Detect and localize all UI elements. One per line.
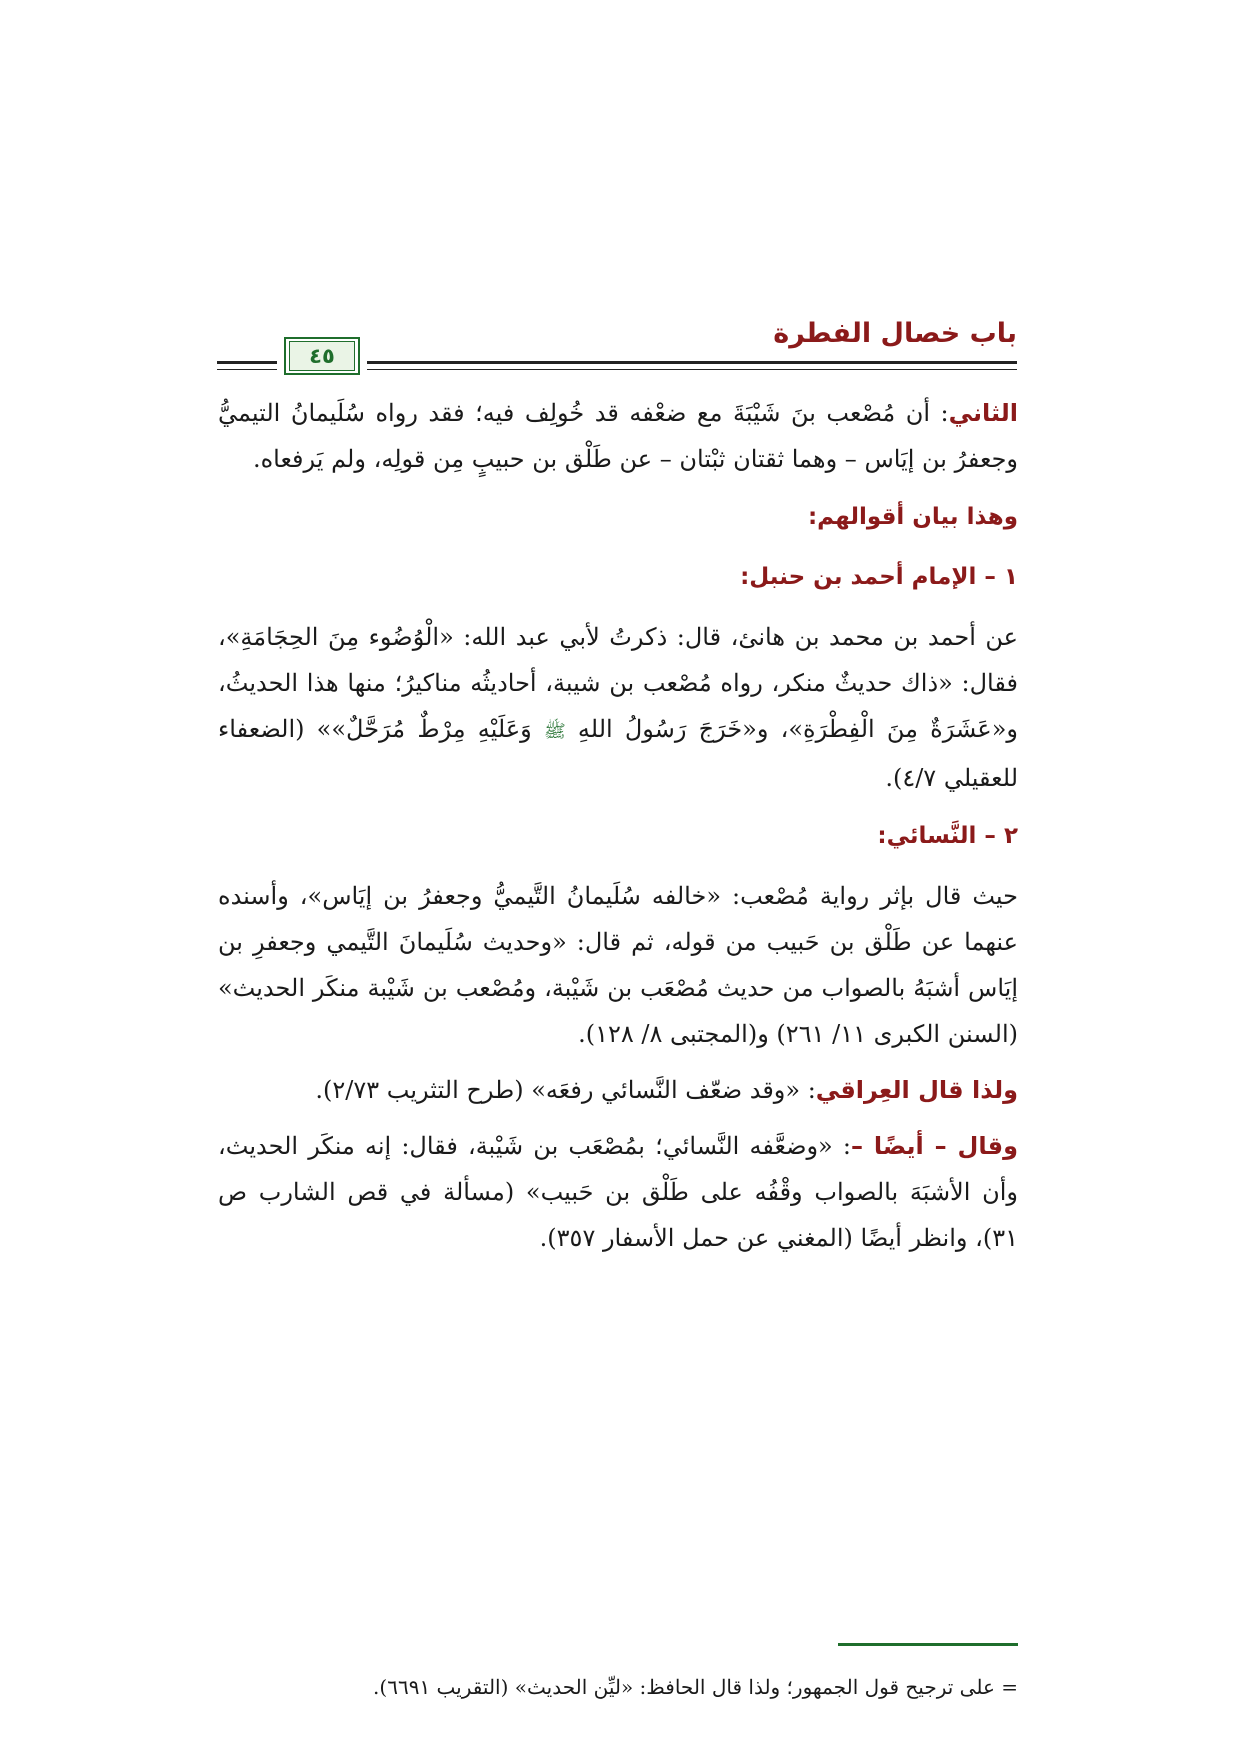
section-heading: ٢ – النَّسائي:: [877, 823, 1018, 849]
paragraph-lead: ولذا قال العِراقي: [815, 1076, 1018, 1104]
paragraph-text: وَعَلَيْهِ مِرْطٌ مُرَحَّلٌ»» (الضعفاء للعقيلي ٤/٧).: [218, 715, 1018, 792]
header-rule-left: [217, 361, 277, 370]
footnote-separator: [838, 1643, 1018, 1646]
paragraph: [218, 390, 1018, 482]
paragraph: [218, 614, 1018, 801]
page-header: [217, 318, 1017, 374]
paragraph-text: : أن مُصْعب بنَ شَيْبَةَ مع ضعْفه قد خُولِف فيه؛ فقد رواه سُلَيمانُ التيميُّ وجعفرُ بن إيَاس – وهما ثقتان ثبْتان – عن طَلْق بن حبيبٍ مِن قولِه، ولم يَرفعاه.: [218, 399, 1018, 473]
paragraph: [218, 873, 1018, 1057]
paragraph-lead: الثاني: [948, 399, 1018, 427]
paragraph-lead: وقال – أيضًا –: [850, 1132, 1018, 1160]
paragraph-text: : «وضعَّفه النَّسائي؛ بمُصْعَب بن شَيْبة، فقال: إنه منكَر الحديث، وأن الأشبَهَ بالصواب وقْفُه على طَلْق بن حَبيب» (مسألة في قص الشارب ص ٣١)، وانظر أيضًا (المغني عن حمل الأسفار ٣٥٧).: [218, 1132, 1018, 1252]
page-number-badge: [284, 337, 360, 375]
paragraph: [218, 1067, 1018, 1113]
page-body: [218, 390, 1018, 1271]
chapter-title: باب خصال الفطرة: [773, 318, 1017, 349]
paragraph-text: : «وقد ضعّف النَّسائي رفعَه» (طرح التثريب ٢/٧٣).: [315, 1076, 816, 1104]
page-number: ٤٥: [289, 341, 355, 371]
paragraph-text: حيث قال بإثر رواية مُصْعب: «خالفه سُلَيمانُ التَّيميُّ وجعفرُ بن إيَاس»، وأسنده عنهما عن طَلْق بن حَبيب من قوله، ثم قال: «وحديث سُلَيمانَ التَّيمي وجعفرِ بن إيَاس أشبَهُ بالصواب من حديث مُصْعَب بن شَيْبة، ومُصْعب بن شَيْبة منكَر الحديث» (السنن الكبرى ١١/ ٢٦١) و(المجتبى ٨/ ١٢٨).: [218, 882, 1018, 1048]
section-heading: ١ – الإمام أحمد بن حنبل:: [740, 564, 1018, 590]
footnote: = على ترجيح قول الجمهور؛ ولذا قال الحافظ: «ليِّن الحديث» (التقريب ٦٦٩١).: [373, 1675, 1018, 1699]
paragraph-text: عن أحمد بن محمد بن هانئ، قال: ذكرتُ لأبي عبد الله: «الْوُضُوء مِنَ الحِجَامَةِ»، فقال: «ذاك حديثٌ منكر، رواه مُصْعب بن شيبة، أحاديثُه مناكيرُ؛ منها هذا الحديثُ، و«عَشَرَةٌ مِنَ الْفِطْرَةِ»، و«خَرَجَ رَسُولُ اللهِ: [218, 623, 1018, 743]
salawat-icon: ﷺ: [543, 721, 566, 742]
paragraph: [218, 1123, 1018, 1261]
section-heading: وهذا بيان أقوالهم:: [807, 504, 1018, 530]
header-rule: [367, 361, 1017, 370]
